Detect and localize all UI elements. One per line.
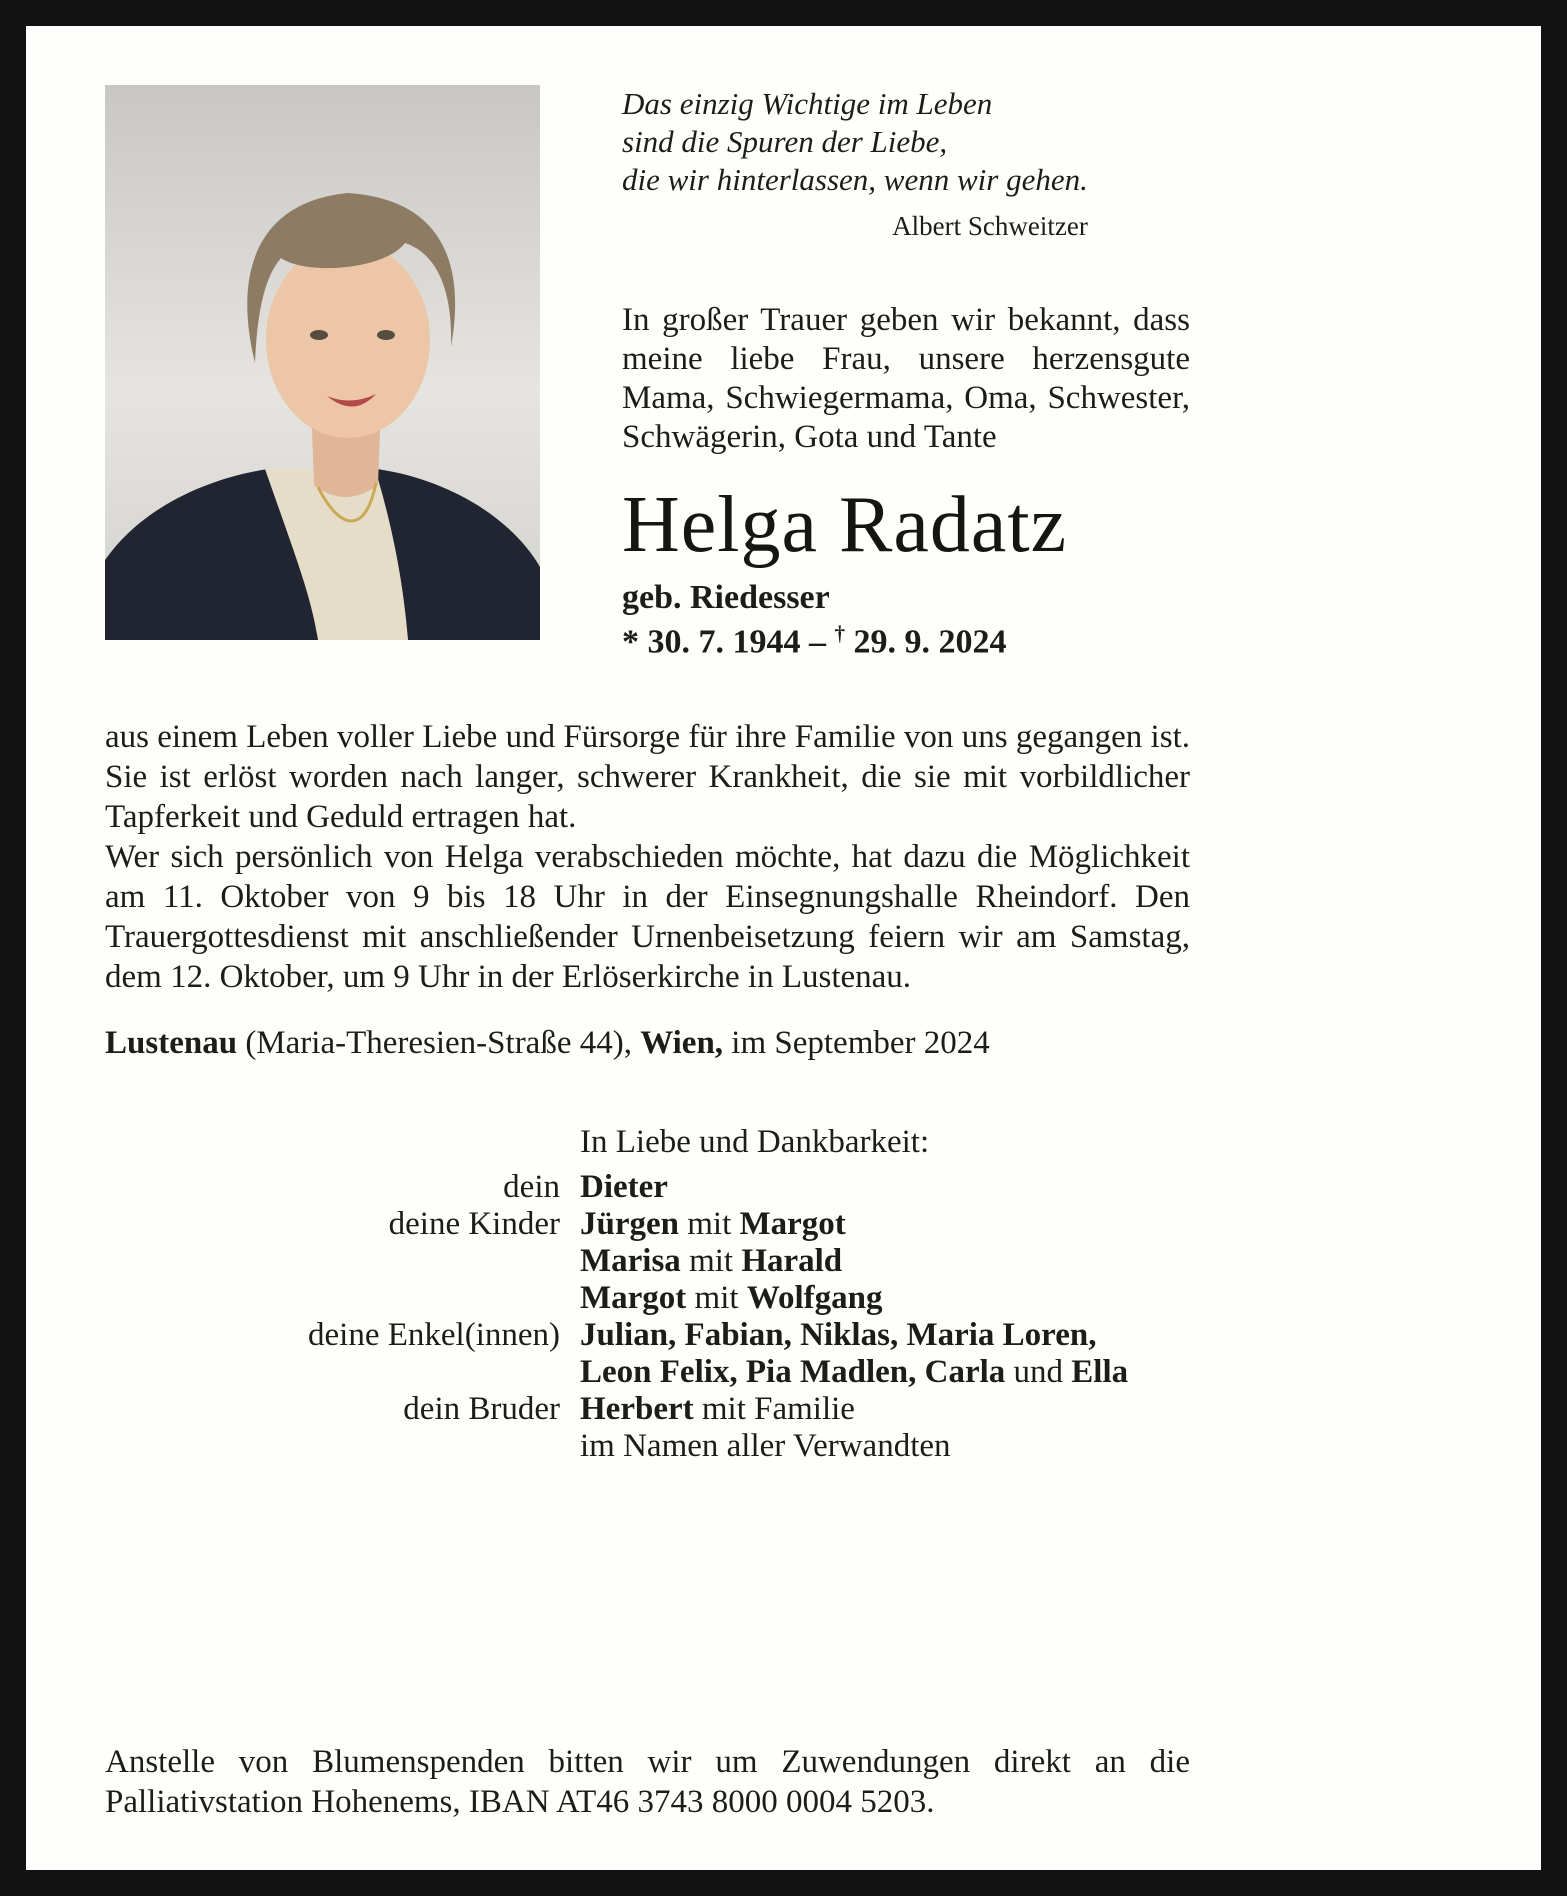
family-name-bold: Dieter — [580, 1169, 668, 1206]
family-row — [105, 1243, 1190, 1280]
family-name-plain: mit Familie — [693, 1391, 855, 1428]
location-date: im September 2024 — [723, 1025, 990, 1062]
location-line — [105, 1023, 1190, 1063]
family-row — [105, 1428, 1190, 1465]
family-names — [580, 1243, 1190, 1280]
memorial-quote — [622, 85, 1088, 245]
family-row — [105, 1317, 1190, 1354]
location-address: (Maria-Theresien-Straße 44), — [237, 1025, 641, 1062]
family-name-bold: Leon Felix, Pia Madlen, Carla — [580, 1354, 1006, 1391]
dagger-symbol: † — [834, 621, 846, 645]
location-city-1: Lustenau — [105, 1025, 238, 1062]
family-name-bold: Jürgen — [580, 1206, 679, 1243]
family-names — [580, 1354, 1190, 1391]
family-names — [580, 1391, 1190, 1428]
family-row — [105, 1206, 1190, 1243]
family-row — [105, 1280, 1190, 1317]
right-column — [622, 85, 1190, 661]
family-name-plain: mit — [686, 1280, 747, 1317]
family-role: deine Enkel(innen) — [308, 1317, 560, 1354]
family-name-plain: im Namen aller Verwandten — [580, 1428, 951, 1465]
family-role: dein Bruder — [403, 1391, 560, 1428]
death-date: 29. 9. 2024 — [853, 623, 1007, 661]
family-role: deine Kinder — [388, 1206, 560, 1243]
deceased-name: Helga Radatz — [622, 481, 1068, 569]
body-paragraph-2: Wer sich persönlich von Helga verabschieden möchte, hat dazu die Möglichkeit am 11. Oktober von 9 bis 18 Uhr in der Einsegnungshalle Rheindorf. Den Trauergottesdienst mit anschließender Urnenbeisetzung feiern wir am Samstag, dem 12. Oktober, um 9 Uhr in der Erlöserkirche in Lustenau. — [105, 839, 1190, 996]
maiden-name: geb. Riedesser — [622, 579, 830, 616]
birth-date: * 30. 7. 1944 – — [622, 623, 826, 661]
family-role — [105, 1354, 560, 1391]
donation-paragraph: Anstelle von Blumenspenden bitten wir um Zuwendungen direkt an die Palliativstation Hohenems, IBAN AT46 3743 8000 0004 5203. — [105, 1744, 1190, 1820]
family-names — [580, 1169, 1190, 1206]
life-dates — [622, 621, 1190, 661]
obituary-sheet — [26, 26, 1541, 1870]
family-role: dein — [503, 1169, 560, 1206]
family-section — [105, 1124, 1190, 1465]
family-role — [105, 1280, 560, 1317]
family-name-bold: Marisa — [580, 1243, 681, 1280]
family-name-bold: Herbert — [580, 1391, 694, 1428]
family-row — [105, 1354, 1190, 1391]
family-name-plain: mit — [680, 1243, 742, 1280]
family-name-bold: Julian, Fabian, Niklas, Maria Loren, — [580, 1317, 1097, 1354]
family-name-bold: Margot — [580, 1280, 687, 1317]
family-name-bold: Wolfgang — [746, 1280, 883, 1317]
family-role — [105, 1428, 560, 1465]
quote-attribution: Albert Schweitzer — [892, 211, 1088, 241]
family-role — [105, 1243, 560, 1280]
quote-line-1: Das einzig Wichtige im Leben — [622, 86, 993, 121]
family-names — [580, 1206, 1190, 1243]
quote-line-2: sind die Spuren der Liebe, — [622, 124, 948, 159]
portrait-illustration — [105, 85, 540, 640]
quote-line-3: die wir hinterlassen, wenn wir gehen. — [622, 162, 1088, 197]
body-paragraph-1: aus einem Leben voller Liebe und Fürsorge für ihre Familie von uns gegangen ist. Sie ist erlöst worden nach langer, schwerer Krankheit, die sie mit vorbildlicher Tapferkeit und Geduld ertragen hat. — [105, 719, 1190, 836]
family-names — [580, 1280, 1190, 1317]
family-name-plain: und — [1005, 1354, 1072, 1391]
location-city-2: Wien, — [640, 1025, 724, 1062]
family-row — [105, 1391, 1190, 1428]
announcement-paragraph: In großer Trauer geben wir bekannt, dass meine liebe Frau, unsere herzensgute Mama, Schwiegermama, Oma, Schwester, Schwägerin, Gota und Tante — [622, 302, 1190, 455]
portrait-photo — [105, 85, 540, 640]
family-names — [580, 1317, 1190, 1354]
family-name-bold: Harald — [741, 1243, 843, 1280]
family-row — [105, 1169, 1190, 1206]
family-intro: In Liebe und Dankbarkeit: — [580, 1124, 930, 1161]
family-names — [580, 1428, 1190, 1465]
family-name-bold: Margot — [739, 1206, 846, 1243]
family-name-plain: mit — [679, 1206, 740, 1243]
top-section — [105, 85, 1190, 661]
family-name-bold: Ella — [1071, 1354, 1129, 1391]
